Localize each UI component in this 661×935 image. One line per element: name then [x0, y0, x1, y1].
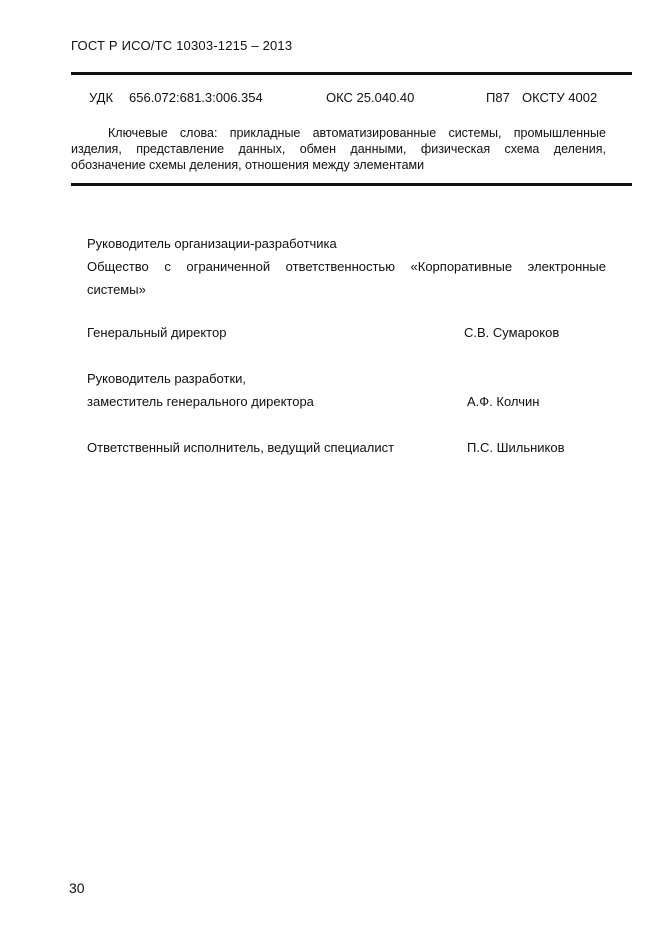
okstu-code: ОКСТУ 4002	[522, 90, 598, 105]
developer-block	[87, 232, 606, 301]
signatory-position: Руководитель разработки,	[87, 371, 247, 386]
signatory-name: А.Ф. Колчин	[467, 394, 540, 409]
page-number: 30	[69, 880, 85, 896]
signatory-position: Ответственный исполнитель, ведущий специалист	[87, 440, 395, 455]
top-divider	[71, 72, 632, 75]
keywords-paragraph	[71, 125, 606, 173]
keywords-line: Ключевые слова: прикладные автоматизированные системы, промышленные	[108, 126, 606, 140]
developer-heading: Руководитель организации-разработчика	[87, 236, 337, 251]
organization-name-line: Общество с ограниченной ответственностью «Корпоративные электронные	[87, 259, 606, 274]
signatory-name: П.С. Шильников	[467, 440, 565, 455]
udk-value: 656.072:681.3:006.354	[129, 90, 263, 105]
signatory-position: заместитель генерального директора	[87, 394, 314, 409]
document-header-code: ГОСТ Р ИСО/ТС 10303-1215 – 2013	[71, 38, 293, 53]
group-code: П87	[486, 90, 510, 105]
signatory-name: С.В. Сумароков	[464, 325, 560, 340]
keywords-line: изделия, представление данных, обмен данными, физическая схема деления,	[71, 142, 606, 156]
udk-label: УДК	[89, 90, 114, 105]
organization-name-line: системы»	[87, 282, 146, 297]
keywords-line: обозначение схемы деления, отношения между элементами	[71, 158, 425, 172]
signatory-position: Генеральный директор	[87, 325, 227, 340]
oks-code: ОКС 25.040.40	[326, 90, 415, 105]
bottom-divider	[71, 183, 632, 186]
